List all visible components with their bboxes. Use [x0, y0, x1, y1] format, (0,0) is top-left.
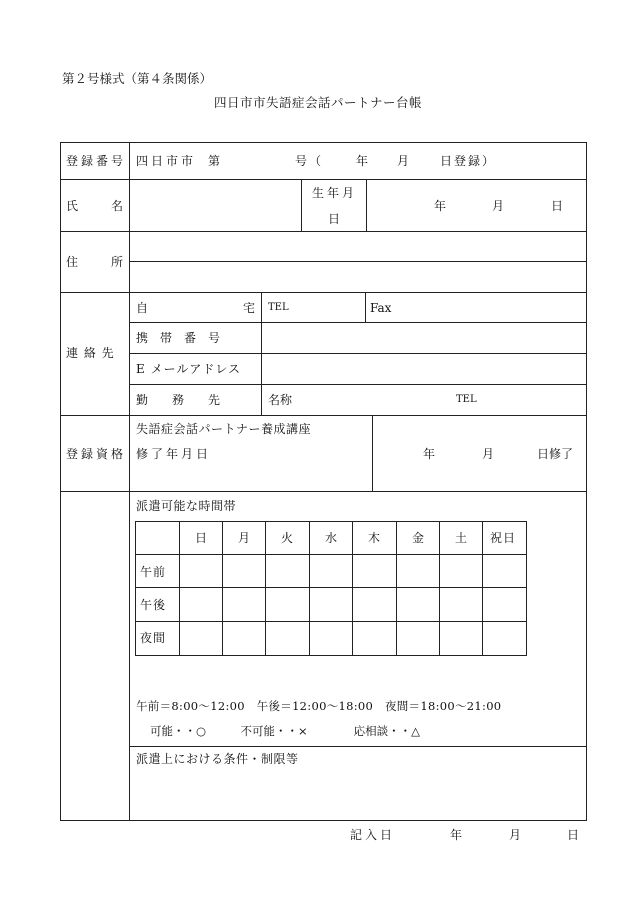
address-label-sho: 所	[111, 255, 124, 269]
completion-month: 月	[482, 447, 495, 461]
address-label-ju: 住	[66, 255, 79, 269]
day-wed: 水	[325, 531, 338, 545]
availability-legend: 可能・・○ 不可能・・× 応相談・・△	[150, 724, 421, 738]
form-number: 第２号様式（第４条関係）	[62, 71, 213, 86]
address-line-2[interactable]	[131, 263, 585, 291]
name-label-shi: 氏	[66, 199, 79, 213]
birthdate-label: 生年月	[312, 186, 358, 200]
birthdate-day: 日	[551, 199, 564, 213]
entry-year: 年	[450, 828, 463, 842]
row-evening: 夜間	[140, 631, 167, 645]
work-label: 勤 務 先	[136, 393, 221, 407]
home-fax-label: Fax	[370, 301, 392, 315]
entry-month: 月	[509, 828, 522, 842]
day-sat: 土	[455, 531, 468, 545]
home-tel-label: TEL	[268, 302, 289, 313]
registration-month: 月	[397, 154, 410, 168]
day-tue: 火	[281, 531, 294, 545]
name-label-mei: 名	[111, 199, 124, 213]
entry-date-label: 記入日	[350, 828, 396, 842]
day-sun: 日	[195, 531, 208, 545]
address-line-1[interactable]	[131, 233, 585, 260]
conditions-label: 派遣上における条件・制限等	[136, 752, 299, 766]
day-mon: 月	[238, 531, 251, 545]
birthdate-label-day: 日	[328, 212, 341, 226]
registration-dai: 第	[208, 154, 221, 168]
time-definition-note: 午前＝8:00～12:00 午後＝12:00～18:00 夜間＝18:00～21:00	[136, 699, 502, 713]
day-holiday: 祝日	[490, 531, 517, 545]
qualification-label: 登録資格	[66, 447, 127, 461]
completion-day: 日修了	[537, 447, 574, 461]
mobile-label: 携 帯 番 号	[136, 331, 221, 345]
birthdate-year: 年	[434, 199, 447, 213]
registration-label: 登録番号	[66, 154, 127, 168]
entry-day: 日	[567, 828, 580, 842]
contact-label: 連 絡 先	[66, 346, 115, 360]
row-afternoon: 午後	[140, 598, 167, 612]
row-morning: 午前	[140, 565, 167, 579]
conditions-input[interactable]	[131, 770, 585, 818]
name-input[interactable]	[131, 181, 299, 229]
registration-day: 日登録）	[440, 154, 497, 168]
page-title: 四日市市失語症会話パートナー台帳	[214, 95, 423, 110]
day-fri: 金	[412, 531, 425, 545]
work-tel-label: TEL	[456, 394, 477, 405]
registration-year: 年	[356, 154, 369, 168]
day-thu: 木	[368, 531, 381, 545]
work-name-label: 名称	[268, 393, 293, 407]
availability-title: 派遣可能な時間帯	[136, 499, 237, 513]
registration-city: 四日市市	[136, 154, 197, 168]
completion-date-label: 修了年月日	[136, 447, 212, 461]
home-label-taku: 宅	[243, 301, 256, 315]
home-label-ji: 自	[136, 301, 149, 315]
birthdate-month: 月	[492, 199, 505, 213]
registration-go: 号（	[295, 154, 324, 168]
email-label: E メールアドレス	[136, 362, 241, 376]
qualification-course: 失語症会話パートナー養成講座	[136, 422, 312, 436]
completion-year: 年	[423, 447, 436, 461]
